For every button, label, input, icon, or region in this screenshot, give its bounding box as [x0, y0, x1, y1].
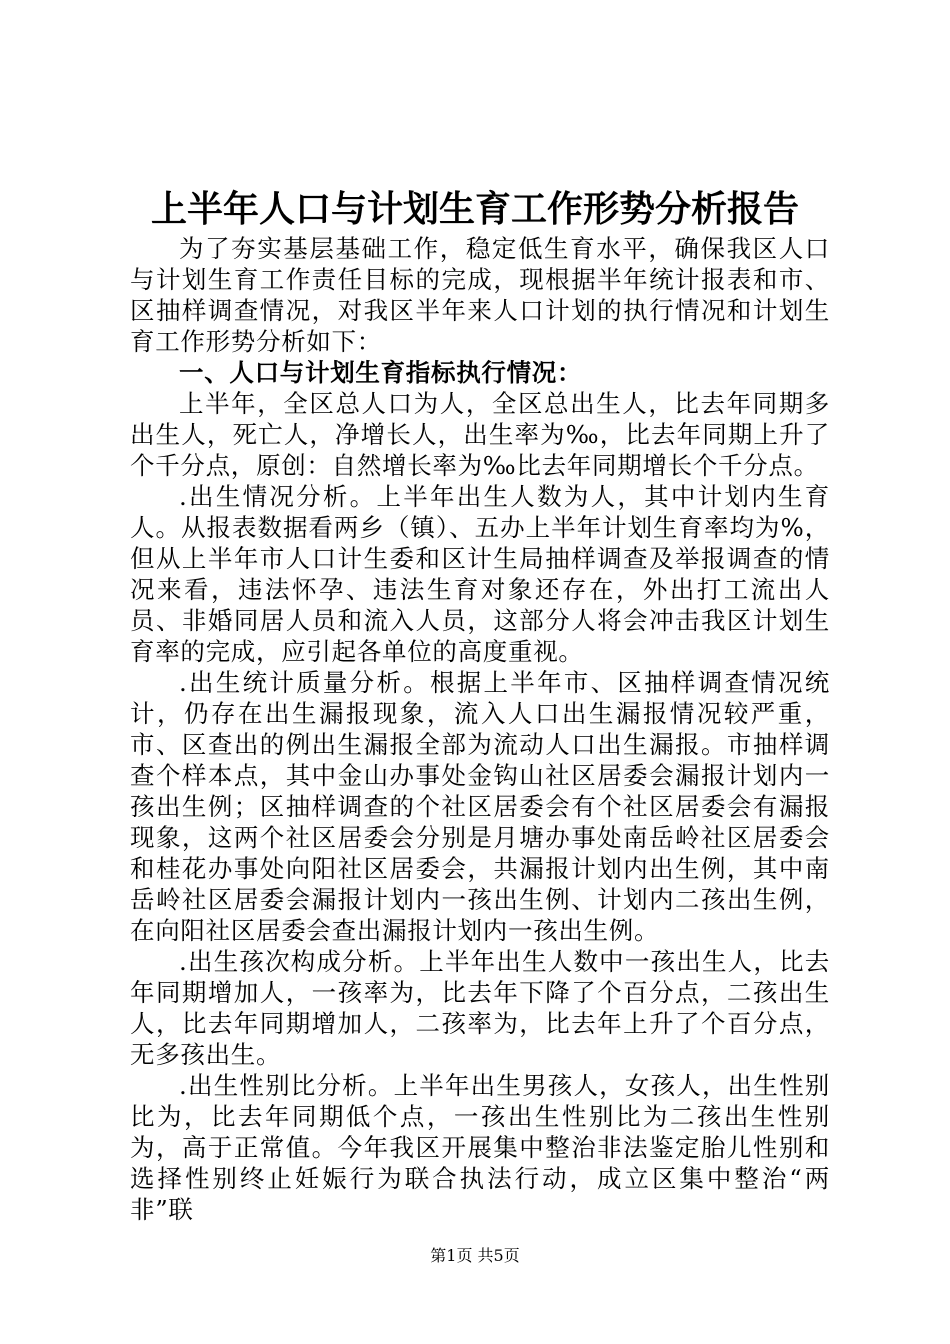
- birth-analysis-paragraph: .出生情况分析。上半年出生人数为人，其中计划内生育人。从报表数据看两乡（镇）、五办上半年计划生育率均为%，但从上半年市人口计生委和区计生局抽样调查及举报调查的情况来看，违法怀孕、违法生育对象还存在，外出打工流出人员、非婚同居人员和流入人员，这部分人将会冲击我区计划生育率的完成，应引起各单位的高度重视。: [130, 482, 830, 666]
- birth-order-paragraph: .出生孩次构成分析。上半年出生人数中一孩出生人，比去年同期增加人，一孩率为，比去年下降了个百分点，二孩出生人，比去年同期增加人，二孩率为，比去年上升了个百分点，无多孩出生。: [130, 947, 830, 1069]
- intro-paragraph: 为了夯实基层基础工作，稳定低生育水平，确保我区人口与计划生育工作责任目标的完成，现根据半年统计报表和市、区抽样调查情况，对我区半年来人口计划的执行情况和计划生育工作形势分析如下：: [130, 234, 830, 356]
- document-title: 上半年人口与计划生育工作形势分析报告: [150, 188, 799, 230]
- statistics-quality-paragraph: .出生统计质量分析。根据上半年市、区抽样调查情况统计，仍存在出生漏报现象，流入人口出生漏报情况较严重，市、区查出的例出生漏报全部为流动人口出生漏报。市抽样调查个样本点，其中金山办事处金钩山社区居委会漏报计划内一孩出生例；区抽样调查的个社区居委会有个社区居委会有漏报现象，这两个社区居委会分别是月塘办事处南岳岭社区居委会和桂花办事处向阳社区居委会，共漏报计划内出生例，其中南岳岭社区居委会漏报计划内一孩出生例、计划内二孩出生例，在向阳社区居委会查出漏报计划内一孩出生例。: [130, 668, 830, 945]
- section-heading: 一、人口与计划生育指标执行情况：: [179, 358, 583, 387]
- summary-paragraph: 上半年，全区总人口为人，全区总出生人，比去年同期多出生人，死亡人，净增长人，出生率为‰，比去年同期上升了个千分点，原创：自然增长率为‰比去年同期增长个千分点。: [130, 389, 830, 480]
- page-footer: 第1页 共5页: [430, 1246, 520, 1265]
- sex-ratio-paragraph: .出生性别比分析。上半年出生男孩人，女孩人，出生性别比为，比去年同期低个点，一孩出生性别比为二孩出生性别为，高于正常值。今年我区开展集中整治非法鉴定胎儿性别和选择性别终止妊娠行为联合执法行动，成立区集中整治“两非”联: [130, 1071, 830, 1224]
- document-body: [130, 233, 830, 1225]
